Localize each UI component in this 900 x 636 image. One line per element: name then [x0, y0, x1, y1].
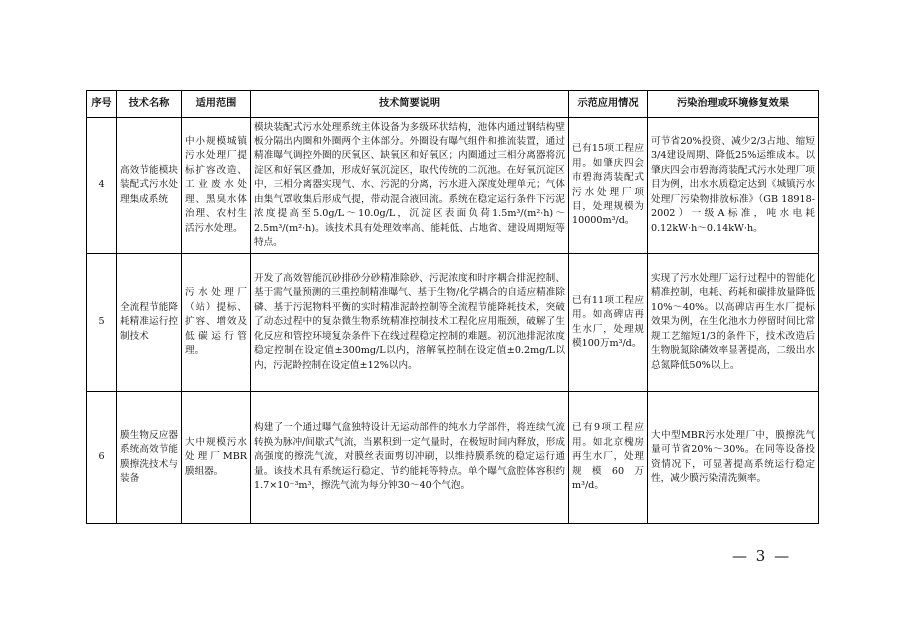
header-demonstration-application: 示范应用情况 — [569, 91, 648, 118]
page-number: — 3 — — [732, 547, 792, 565]
demonstration-application: 已有15项工程应用。如肇庆四会市碧海湾装配式污水处理厂项目，处理规模为10000m³/d。 — [569, 118, 648, 254]
table-row — [87, 392, 819, 524]
header-remediation-effect: 污染治理或环境修复效果 — [648, 91, 819, 118]
applicable-scope: 污水处理厂（站）提标、扩容、增效及低碳运行管理。 — [182, 254, 251, 392]
demonstration-application: 已有9项工程应用。如北京槐房再生水厂，处理规模60万m³/d。 — [569, 392, 648, 524]
technical-description: 构建了一个通过曝气盒独特设计无运动部件的纯水力学部件，将连续气流转换为脉冲/间歇式气流，当累积到一定气量时，在极短时间内释放，形成高强度的擦洗气流，对膜丝表面剪切冲刷，以维持膜系统的稳定运行通量。该技术具有系统运行稳定、节约能耗等特点。单个曝气盒腔体容积约1.7×10⁻³m³，擦洗气流为每分钟30～40个气泡。 — [251, 392, 569, 524]
technology-table — [86, 90, 819, 524]
technology-name: 全流程节能降耗精准运行控制技术 — [117, 254, 182, 392]
remediation-effect: 可节省20%投资、减少2/3占地、缩短3/4建设周期、降低25%运维成本。以肇庆四会市碧海湾装配式污水处理厂项目为例，出水水质稳定达到《城镇污水处理厂污染物排放标准》（GB 18918-2002）一级A标准，吨水电耗0.12kW·h～0.14kW·h。 — [648, 118, 819, 254]
header-applicable-scope: 适用范围 — [182, 91, 251, 118]
serial-number: 6 — [87, 392, 117, 524]
remediation-effect: 实现了污水处理厂运行过程中的智能化精准控制，电耗、药耗和碳排放量降低10%～40%。以高碑店再生水厂提标效果为例，在生化池水力停留时间比常规工艺缩短1/3的条件下，技术改造后生物脱氮除磷效率显著提高，二级出水总氮降低50%以上。 — [648, 254, 819, 392]
serial-number: 5 — [87, 254, 117, 392]
technology-name: 高效节能模块装配式污水处理集成系统 — [117, 118, 182, 254]
applicable-scope: 大中规模污水处理厂MBR膜组器。 — [182, 392, 251, 524]
table-row — [87, 118, 819, 254]
header-technical-description: 技术简要说明 — [251, 91, 569, 118]
technology-name: 膜生物反应器系统高效节能膜擦洗技术与装备 — [117, 392, 182, 524]
header-serial-number: 序号 — [87, 91, 117, 118]
serial-number: 4 — [87, 118, 117, 254]
demonstration-application: 已有11项工程应用。如高碑店再生水厂，处理规模100万m³/d。 — [569, 254, 648, 392]
applicable-scope: 中小规模城镇污水处理厂提标扩容改造、工业废水处理、黑臭水体治理、农村生活污水处理。 — [182, 118, 251, 254]
table-row — [87, 254, 819, 392]
header-technology-name: 技术名称 — [117, 91, 182, 118]
technical-description: 模块装配式污水处理系统主体设备为多级环状结构，池体内通过钢结构壁板分隔出内圈和外圈两个主体部分。外圈设有曝气组件和推流装置，通过精准曝气调控外圈的厌氧区、缺氧区和好氧区；内圈通过三相分离器将沉淀区和好氧区叠加，形成好氧沉淀区，取代传统的二沉池。在好氧沉淀区中，三相分离器实现气、水、污泥的分离，污水进入深度处理单元；气体由集气罩收集后形成气提，带动混合液回流。系统在稳定运行条件下污泥浓度提高至5.0g/L～10.0g/L，沉淀区表面负荷1.5m³/(m²·h)～2.5m³/(m²·h)。该技术具有处理效率高、能耗低、占地省、建设周期短等特点。 — [251, 118, 569, 254]
remediation-effect: 大中型MBR污水处理厂中，膜擦洗气量可节省20%～30%。在同等设备投资情况下，可显著提高系统运行稳定性，减少膜污染清洗频率。 — [648, 392, 819, 524]
table-header-row — [87, 91, 819, 118]
technical-description: 开发了高效智能沉砂排砂分砂精准除砂、污泥浓度和时序耦合排泥控制、基于需气量预测的三重控制精准曝气、基于生物/化学耦合的自适应精准除磷、基于污泥物料平衡的实时精准泥龄控制等全流程节能降耗技术，突破了动态过程中的复杂微生物系统精准控制技术工程化应用瓶颈，破解了生化反应和管控环境复杂条件下在线过程稳定控制的难题。初沉池排泥浓度稳定控制在设定值±300mg/L以内，溶解氧控制在设定值±0.2mg/L以内，污泥龄控制在设定值±12%以内。 — [251, 254, 569, 392]
